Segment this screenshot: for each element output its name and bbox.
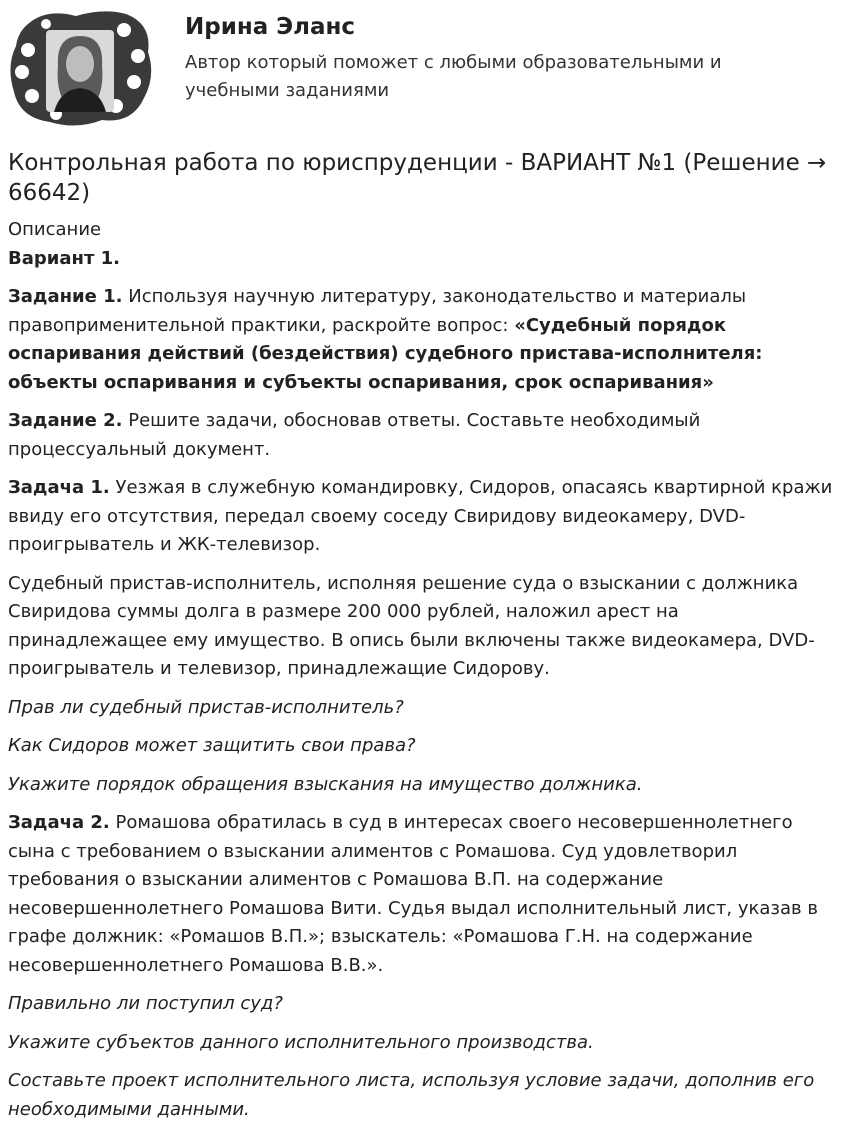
variant-heading: Вариант 1.	[8, 247, 121, 269]
description-label: Описание	[8, 219, 102, 240]
problem-1-paragraph	[8, 474, 842, 560]
problem-2-question: Укажите субъектов данного исполнительного производства.	[8, 1031, 594, 1053]
problem-1-question: Как Сидоров может защитить свои права?	[8, 735, 416, 756]
page-title: Контрольная работа по юриспруденции - ВАРИАНТ №1 (Решение → 66642)	[8, 150, 827, 206]
problem-2-label: Задача 2.	[8, 812, 110, 833]
problem-1-question: Прав ли судебный пристав-исполнитель?	[8, 696, 404, 718]
task-1-paragraph	[8, 283, 842, 397]
task-2-text: Решите задачи, обосновав ответы. Составьте необходимый процессуальный документ.	[8, 410, 701, 460]
problem-1-text: Уезжая в служебную командировку, Сидоров, опасаясь квартирной кражи ввиду его отсутствия, передал своему соседу Свиридову видеокамеру, DVD-проигрыватель и ЖК-телевизор.	[8, 477, 833, 555]
author-name[interactable]: Ирина Эланс	[185, 14, 356, 40]
task-1-label: Задание 1.	[8, 286, 123, 307]
author-photo	[46, 30, 114, 112]
problem-2-text: Ромашова обратилась в суд в интересах своего несовершеннолетнего сына с требованием о взыскании алиментов с Ромашова. Суд удовлетворил требования о взыскании алиментов с Ромашова В.П. на содержание несовершеннолетнего Ромашова Вити. Судья выдал исполнительный лист, указав в графе должник: «Ромашов В.П.»; взыскатель: «Ромашова Г.Н. на содержание несовершеннолетнего Ромашова В.В.».	[8, 812, 818, 976]
task-1-text: Используя научную литературу, законодательство и материалы правоприменительной практики, раскройте вопрос:	[8, 286, 747, 336]
problem-2-question: Правильно ли поступил суд?	[8, 993, 283, 1014]
document-body	[8, 216, 842, 1134]
author-header	[0, 0, 847, 130]
task-2-paragraph	[8, 407, 842, 464]
author-avatar	[6, 6, 156, 128]
problem-2-paragraph	[8, 809, 842, 980]
task-1-topic: «Судебный порядок оспаривания действий (бездействия) судебного пристава-исполнителя: объекты оспаривания и субъекты оспаривания, срок оспаривания»	[8, 314, 763, 393]
problem-1-question: Укажите порядок обращения взыскания на имущество должника.	[8, 773, 643, 795]
task-2-label: Задание 2.	[8, 410, 123, 431]
problem-1-paragraph-2: Судебный пристав-исполнитель, исполняя решение суда о взыскании с должника Свиридова суммы долга в размере 200 000 рублей, наложил арест на принадлежащее ему имущество. В опись были включены также видеокамера, DVD-проигрыватель и телевизор, принадлежащие Сидорову.	[8, 572, 815, 679]
problem-2-question: Составьте проект исполнительного листа, используя условие задачи, дополнив его необходимыми данными.	[8, 1070, 815, 1120]
problem-1-label: Задача 1.	[8, 477, 110, 498]
author-description: Автор который поможет с любыми образовательными и учебными заданиями	[185, 52, 722, 101]
